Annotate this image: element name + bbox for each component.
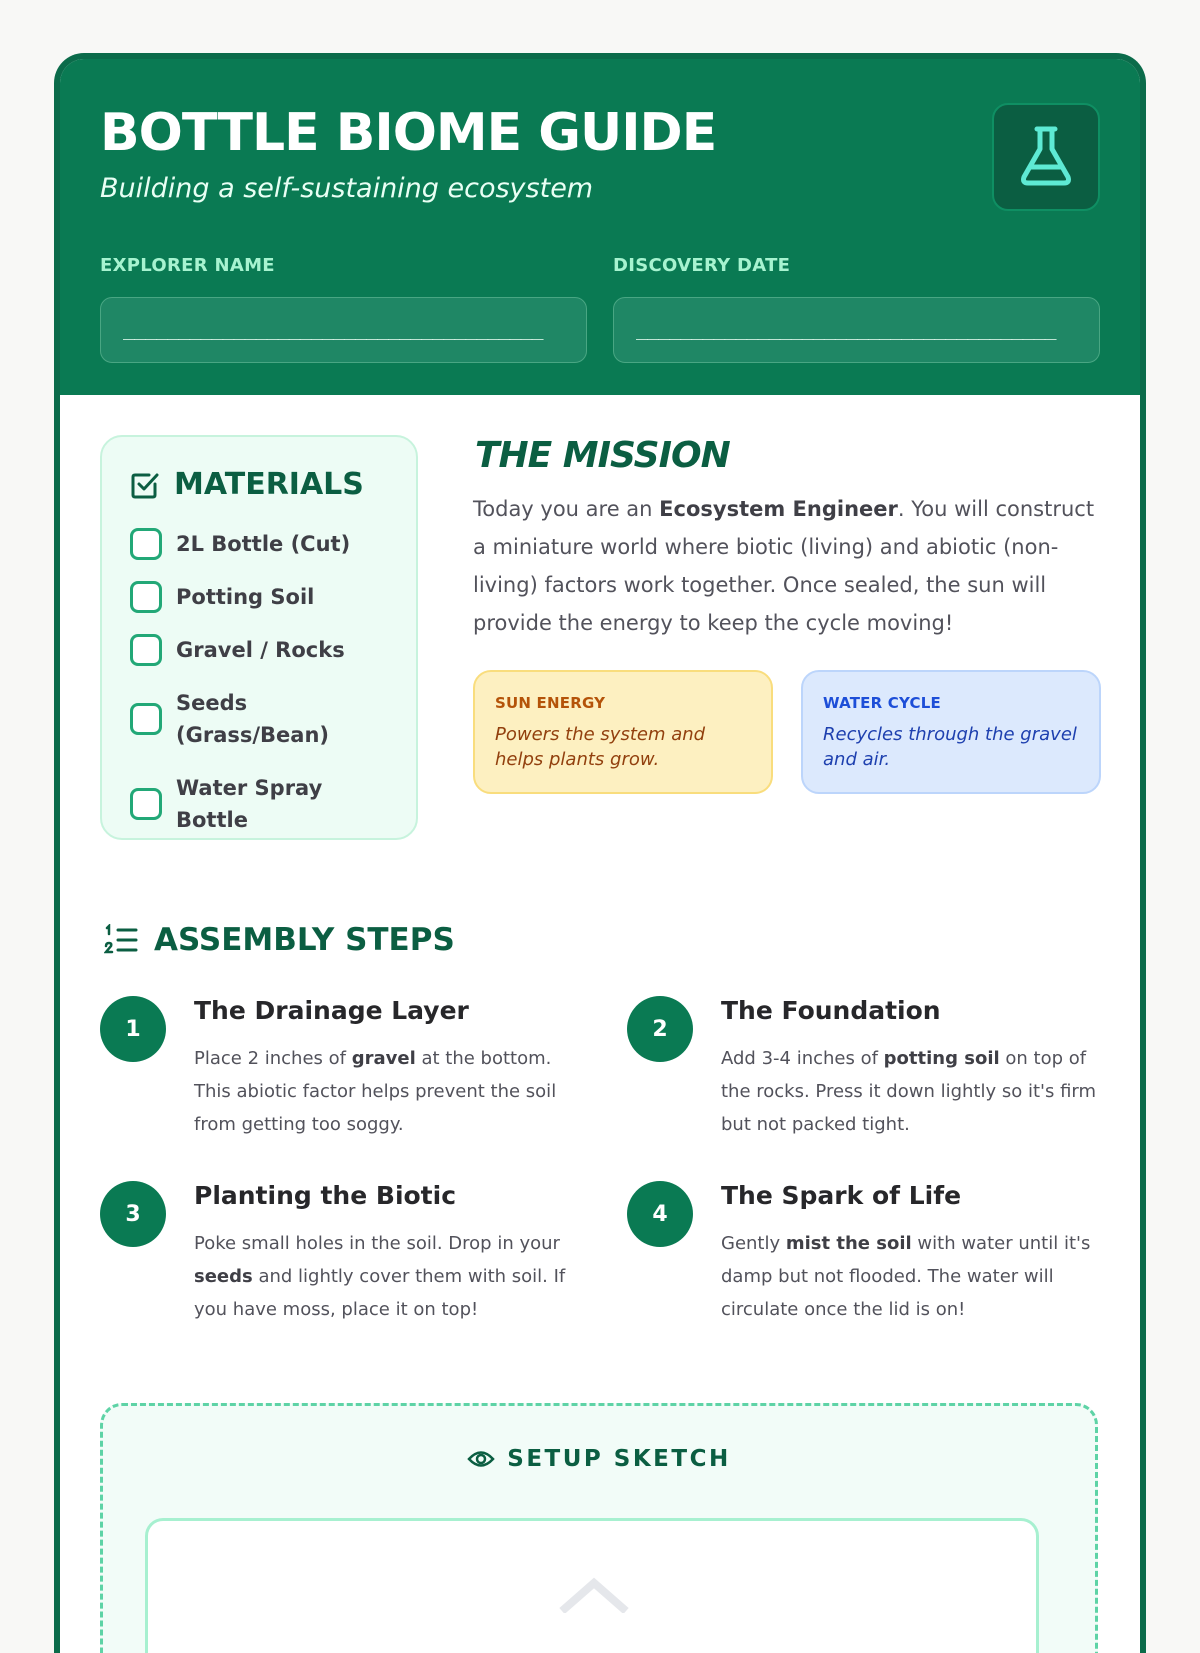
explorer-name-blank: ______________________________________: [123, 316, 543, 340]
worksheet-card: [54, 53, 1146, 1653]
header: [60, 59, 1140, 395]
step-number: 3: [100, 1181, 166, 1247]
discovery-date-field: [613, 255, 1100, 363]
step-title: Planting the Biotic: [194, 1181, 457, 1210]
bottle-outline-icon: [554, 1573, 634, 1613]
materials-panel: [100, 435, 418, 840]
material-checkbox[interactable]: [130, 788, 162, 820]
sketch-heading: [103, 1446, 1095, 1472]
logo-badge: [992, 103, 1100, 211]
water-cycle-card: [801, 670, 1101, 794]
step-description: Gently mist the soil with water until it's damp but not flooded. The water will circulate once the lid is on!: [721, 1233, 1091, 1320]
discovery-date-label: DISCOVERY DATE: [613, 255, 791, 276]
step-number: 2: [627, 996, 693, 1062]
material-item[interactable]: [130, 528, 390, 560]
material-checkbox[interactable]: [130, 703, 162, 735]
discovery-date-input[interactable]: [613, 297, 1100, 363]
discovery-date-blank: ______________________________________: [636, 316, 1056, 340]
numbered-list-icon: [104, 924, 138, 956]
explorer-name-input[interactable]: [100, 297, 587, 363]
content: [60, 395, 1140, 1472]
sun-energy-card: [473, 670, 773, 794]
explorer-name-label: EXPLORER NAME: [100, 255, 275, 276]
step-number: 1: [100, 996, 166, 1062]
step-title: The Foundation: [721, 996, 941, 1025]
materials-title: MATERIALS: [174, 467, 364, 502]
material-item[interactable]: [130, 772, 390, 836]
step-description: Poke small holes in the soil. Drop in your seeds and lightly cover them with soil. If you have moss, place it on top!: [194, 1233, 566, 1320]
material-item[interactable]: [130, 581, 390, 613]
page-title: BOTTLE BIOME GUIDE: [100, 103, 717, 163]
mission-section: [473, 435, 1113, 794]
material-label: Water Spray Bottle: [176, 776, 323, 832]
step-description: Add 3-4 inches of potting soil on top of the rocks. Press it down lightly so it's firm but not packed tight.: [721, 1048, 1097, 1135]
flask-icon: [1019, 125, 1073, 189]
material-checkbox[interactable]: [130, 634, 162, 666]
steps-heading: [104, 922, 455, 958]
page-subtitle: Building a self-sustaining ecosystem: [100, 173, 594, 204]
steps-title: ASSEMBLY STEPS: [154, 922, 455, 958]
material-label: 2L Bottle (Cut): [176, 532, 351, 556]
setup-sketch-section: [100, 1403, 1098, 1653]
eye-icon: [467, 1449, 495, 1469]
water-cycle-text: Recycles through the gravel and air.: [823, 724, 1077, 770]
step-title: The Spark of Life: [721, 1181, 962, 1210]
material-item[interactable]: [130, 634, 390, 666]
material-item[interactable]: [130, 687, 390, 751]
step-title: The Drainage Layer: [194, 996, 469, 1025]
material-label: Seeds (Grass/Bean): [176, 691, 329, 747]
sketch-title: SETUP SKETCH: [507, 1446, 731, 1472]
explorer-name-field: [100, 255, 587, 363]
sun-energy-label: SUN ENERGY: [495, 694, 606, 712]
material-checkbox[interactable]: [130, 528, 162, 560]
sketch-drawing-area[interactable]: [145, 1518, 1039, 1653]
checkbox-icon: [130, 470, 160, 500]
material-checkbox[interactable]: [130, 581, 162, 613]
sun-energy-text: Powers the system and helps plants grow.: [495, 724, 706, 770]
material-label: Potting Soil: [176, 585, 315, 609]
step-number: 4: [627, 1181, 693, 1247]
mission-text: Today you are an Ecosystem Engineer. You will construct a miniature world where biotic (living) and abiotic (non-living) factors work together. Once sealed, the sun will provide the energy to keep the cycle moving!: [473, 497, 1095, 635]
step-description: Place 2 inches of gravel at the bottom. This abiotic factor helps prevent the soil from getting too soggy.: [194, 1048, 557, 1135]
materials-heading: [130, 467, 390, 502]
water-cycle-label: WATER CYCLE: [823, 694, 941, 712]
material-label: Gravel / Rocks: [176, 638, 345, 662]
mission-title: THE MISSION: [475, 435, 730, 476]
